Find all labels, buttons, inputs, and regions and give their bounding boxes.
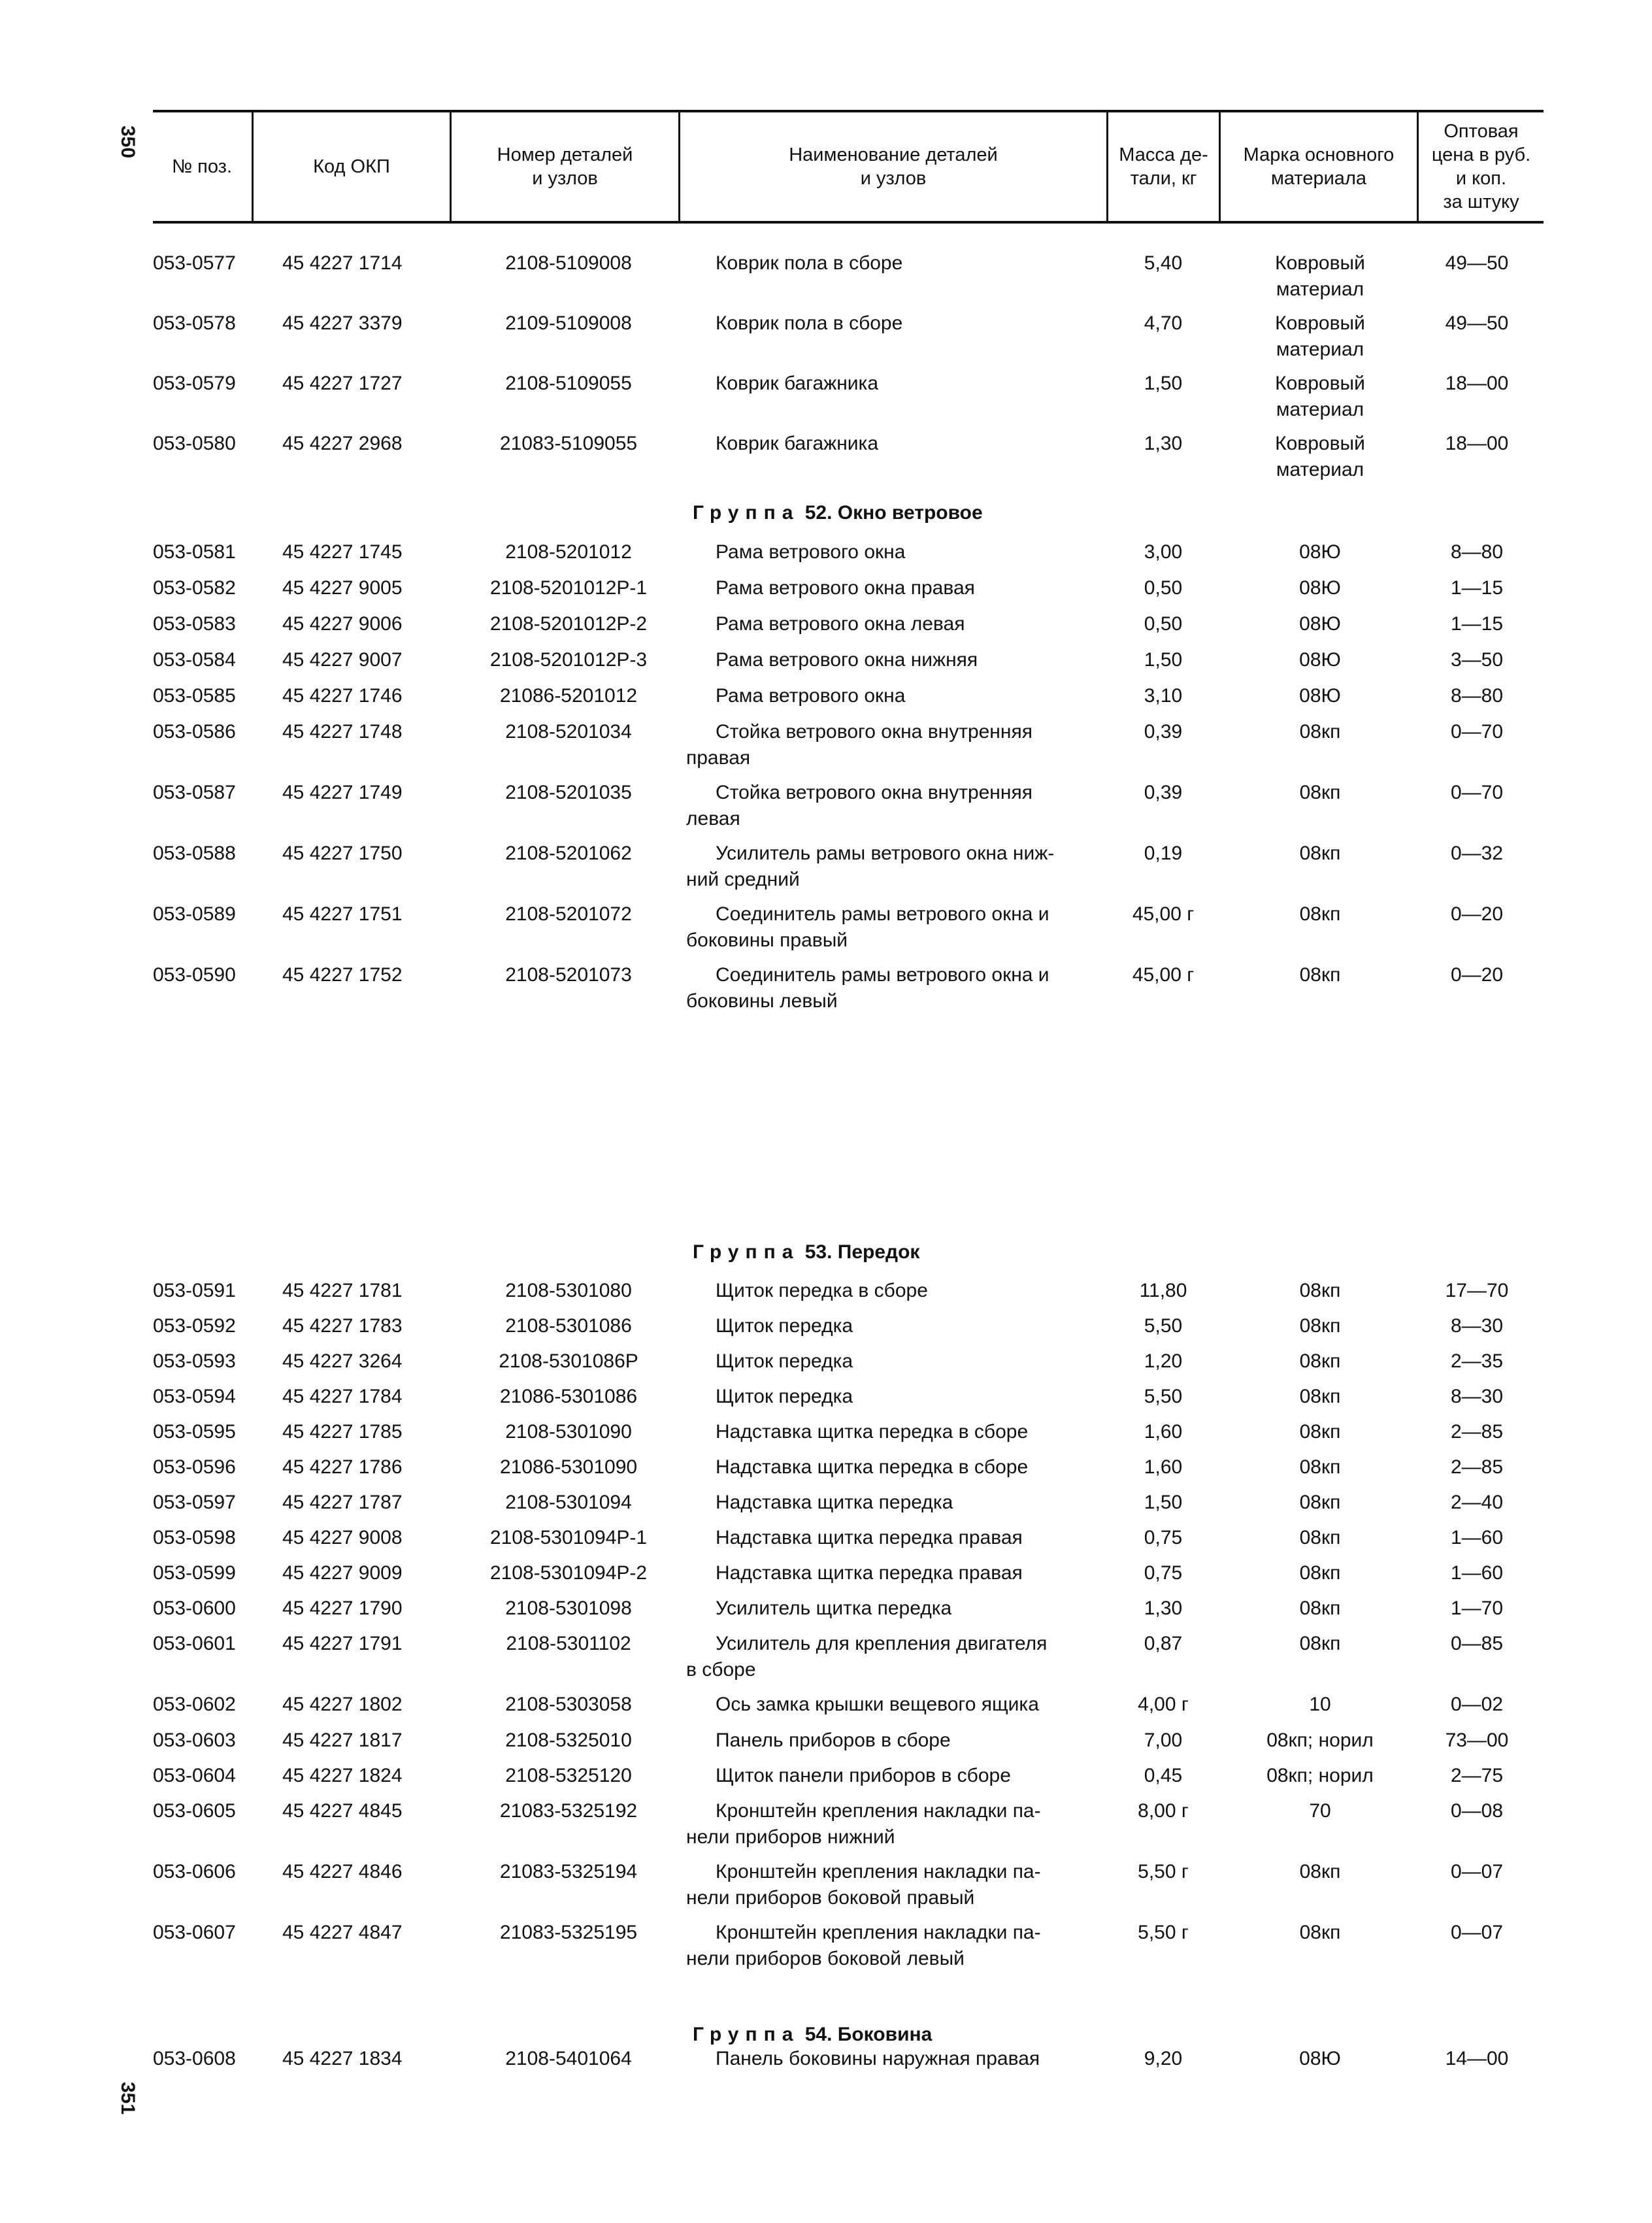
part-number: 2108-5109055 bbox=[505, 373, 632, 394]
okp-code: 45 4227 9009 bbox=[282, 1562, 403, 1584]
position-number: 053-0585 bbox=[153, 685, 236, 707]
mass: 0,87 bbox=[1144, 1633, 1183, 1654]
position-number: 053-0600 bbox=[153, 1597, 236, 1619]
part-name-line: Кронштейн крепления накладки па- bbox=[716, 1922, 1041, 1943]
header-mass: Масса де- тали, кг bbox=[1119, 144, 1208, 189]
price: 18—00 bbox=[1445, 433, 1509, 454]
position-number: 053-0599 bbox=[153, 1562, 236, 1584]
okp-code: 45 4227 4846 bbox=[282, 1861, 403, 1882]
part-name-line: Рама ветрового окна правая bbox=[716, 577, 975, 599]
part-name-line: Щиток панели приборов в сборе bbox=[716, 1765, 1011, 1786]
part-name-line: Рама ветрового окна bbox=[716, 685, 906, 707]
position-number: 053-0604 bbox=[153, 1765, 236, 1786]
position-number: 053-0598 bbox=[153, 1527, 236, 1548]
part-name bbox=[686, 310, 1104, 337]
part-name bbox=[686, 780, 1104, 832]
part-number: 2108-5201073 bbox=[505, 964, 632, 986]
part-name-line: Коврик пола в сборе bbox=[716, 252, 903, 274]
price: 2—85 bbox=[1450, 1456, 1504, 1478]
part-name-line: Надставка щитка передка правая bbox=[716, 1562, 1023, 1584]
material: Ковровый материал bbox=[1275, 312, 1365, 360]
part-name-line: Кронштейн крепления накладки па- bbox=[716, 1800, 1041, 1822]
part-name-line: Кронштейн крепления накладки па- bbox=[716, 1861, 1041, 1882]
okp-code: 45 4227 1714 bbox=[282, 252, 403, 274]
okp-code: 45 4227 4847 bbox=[282, 1922, 403, 1943]
material: 08кп bbox=[1299, 903, 1341, 925]
mass: 1,50 bbox=[1144, 373, 1183, 394]
price: 1—60 bbox=[1450, 1527, 1504, 1548]
material: 08кп bbox=[1299, 1315, 1341, 1337]
okp-code: 45 4227 1727 bbox=[282, 373, 403, 394]
part-number: 2108-5301094 bbox=[505, 1492, 632, 1513]
position-number: 053-0602 bbox=[153, 1694, 236, 1715]
material: 08кп bbox=[1299, 782, 1341, 803]
part-name bbox=[686, 1348, 1104, 1375]
price: 8—80 bbox=[1450, 541, 1504, 563]
part-name bbox=[686, 611, 1104, 637]
position-number: 053-0601 bbox=[153, 1633, 236, 1654]
material: 08кп bbox=[1299, 1527, 1341, 1548]
material: 08кп bbox=[1299, 1421, 1341, 1443]
okp-code: 45 4227 1781 bbox=[282, 1280, 403, 1301]
part-name bbox=[686, 1692, 1104, 1718]
part-name-line: Щиток передка bbox=[716, 1315, 853, 1337]
okp-code: 45 4227 1784 bbox=[282, 1386, 403, 1407]
part-name-line: Стойка ветрового окна внутренняя bbox=[716, 782, 1032, 803]
price: 2—35 bbox=[1450, 1350, 1504, 1372]
part-name-line: Панель боковины наружная правая bbox=[716, 2048, 1040, 2069]
position-number: 053-0597 bbox=[153, 1492, 236, 1513]
part-name bbox=[686, 1631, 1104, 1683]
header-material: Марка основного материала bbox=[1243, 144, 1395, 189]
mass: 9,20 bbox=[1144, 2048, 1183, 2069]
part-number: 2108-5301094Р-1 bbox=[489, 1527, 648, 1548]
part-name bbox=[686, 250, 1104, 276]
part-number: 21086-5201012 bbox=[499, 685, 638, 707]
part-number: 21083-5325192 bbox=[499, 1800, 638, 1822]
okp-code: 45 4227 1834 bbox=[282, 2048, 403, 2069]
part-name-line: боковины правый bbox=[686, 929, 848, 951]
okp-code: 45 4227 1802 bbox=[282, 1694, 403, 1715]
material: 08кп bbox=[1299, 1456, 1341, 1478]
part-name bbox=[686, 1278, 1104, 1304]
okp-code: 45 4227 1786 bbox=[282, 1456, 403, 1478]
part-number: 21083-5109055 bbox=[499, 433, 638, 454]
price: 0—07 bbox=[1450, 1861, 1504, 1882]
part-name bbox=[686, 575, 1104, 601]
part-name-line: Рама ветрового окна левая bbox=[716, 613, 965, 635]
okp-code: 45 4227 9005 bbox=[282, 577, 403, 599]
part-name-line: правая bbox=[686, 747, 751, 769]
mass: 1,50 bbox=[1144, 1492, 1183, 1513]
mass: 5,50 г bbox=[1138, 1922, 1189, 1943]
material: 08кп bbox=[1299, 964, 1341, 986]
position-number: 053-0606 bbox=[153, 1861, 236, 1882]
price: 18—00 bbox=[1445, 373, 1509, 394]
material: 08кп bbox=[1299, 843, 1341, 864]
position-number: 053-0582 bbox=[153, 577, 236, 599]
part-name bbox=[686, 719, 1104, 771]
okp-code: 45 4227 3264 bbox=[282, 1350, 403, 1372]
part-number: 2108-5301086 bbox=[505, 1315, 632, 1337]
part-name-line: нели приборов нижний bbox=[686, 1826, 895, 1848]
part-name-line: в сборе bbox=[686, 1659, 756, 1680]
mass: 1,20 bbox=[1144, 1350, 1183, 1372]
material: 08кп bbox=[1299, 1597, 1341, 1619]
mass: 0,50 bbox=[1144, 577, 1183, 599]
part-name-line: нели приборов боковой левый bbox=[686, 1948, 965, 1969]
header-number: Номер деталей и узлов bbox=[497, 144, 633, 189]
material: 08кп bbox=[1299, 1492, 1341, 1513]
part-name-line: Коврик багажника bbox=[716, 433, 879, 454]
part-name bbox=[686, 1560, 1104, 1586]
price: 1—15 bbox=[1450, 577, 1504, 599]
position-number: 053-0590 bbox=[153, 964, 236, 986]
part-name bbox=[686, 1313, 1104, 1339]
part-number: 21083-5325194 bbox=[499, 1861, 638, 1882]
part-name-line: Ось замка крышки вещевого ящика bbox=[716, 1694, 1039, 1715]
part-name bbox=[686, 841, 1104, 893]
part-number: 2108-5301080 bbox=[505, 1280, 632, 1301]
price: 8—30 bbox=[1450, 1315, 1504, 1337]
part-number: 2108-5401064 bbox=[505, 2048, 632, 2069]
mass: 5,50 bbox=[1144, 1315, 1183, 1337]
part-name bbox=[686, 1728, 1104, 1754]
mass: 0,50 bbox=[1144, 613, 1183, 635]
position-number: 053-0594 bbox=[153, 1386, 236, 1407]
mass: 3,00 bbox=[1144, 541, 1183, 563]
position-number: 053-0603 bbox=[153, 1730, 236, 1751]
okp-code: 45 4227 1817 bbox=[282, 1730, 403, 1751]
material: 08Ю bbox=[1299, 649, 1341, 671]
part-name-line: Надставка щитка передка bbox=[716, 1492, 953, 1513]
position-number: 053-0579 bbox=[153, 373, 236, 394]
mass: 1,30 bbox=[1144, 1597, 1183, 1619]
material: 10 bbox=[1309, 1694, 1331, 1715]
okp-code: 45 4227 3379 bbox=[282, 312, 403, 334]
mass: 4,70 bbox=[1144, 312, 1183, 334]
group-heading: Группа 54. Боковина bbox=[693, 2024, 933, 2045]
part-name bbox=[686, 1384, 1104, 1410]
part-name bbox=[686, 1525, 1104, 1551]
position-number: 053-0593 bbox=[153, 1350, 236, 1372]
material: 08Ю bbox=[1299, 577, 1341, 599]
material: 08кп bbox=[1299, 1280, 1341, 1301]
price: 49—50 bbox=[1445, 312, 1509, 334]
okp-code: 45 4227 1751 bbox=[282, 903, 403, 925]
part-name bbox=[686, 539, 1104, 565]
part-number: 2108-5325120 bbox=[505, 1765, 632, 1786]
okp-code: 45 4227 9008 bbox=[282, 1527, 403, 1548]
position-number: 053-0580 bbox=[153, 433, 236, 454]
okp-code: 45 4227 1749 bbox=[282, 782, 403, 803]
header-okp: Код ОКП bbox=[313, 156, 390, 177]
okp-code: 45 4227 9006 bbox=[282, 613, 403, 635]
part-name-line: Панель приборов в сборе bbox=[716, 1730, 951, 1751]
material: 70 bbox=[1309, 1800, 1331, 1822]
part-name-line: Рама ветрового окна нижняя bbox=[716, 649, 978, 671]
part-name bbox=[686, 1798, 1104, 1850]
price: 8—30 bbox=[1450, 1386, 1504, 1407]
part-name-line: нели приборов боковой правый bbox=[686, 1887, 975, 1909]
mass: 0,39 bbox=[1144, 782, 1183, 803]
part-name-line: Надставка щитка передка в сборе bbox=[716, 1456, 1029, 1478]
mass: 5,50 bbox=[1144, 1386, 1183, 1407]
price: 0—20 bbox=[1450, 964, 1504, 986]
part-name bbox=[686, 683, 1104, 709]
part-number: 2108-5201034 bbox=[505, 721, 632, 743]
price: 2—40 bbox=[1450, 1492, 1504, 1513]
part-name-line: ний средний bbox=[686, 869, 800, 890]
okp-code: 45 4227 1748 bbox=[282, 721, 403, 743]
part-name-line: Коврик багажника bbox=[716, 373, 879, 394]
material: 08кп bbox=[1299, 1922, 1341, 1943]
okp-code: 45 4227 1790 bbox=[282, 1597, 403, 1619]
part-number: 2108-5201012Р-3 bbox=[489, 649, 648, 671]
part-name-line: левая bbox=[686, 808, 740, 829]
price: 1—70 bbox=[1450, 1597, 1504, 1619]
part-name bbox=[686, 962, 1104, 1014]
price: 1—60 bbox=[1450, 1562, 1504, 1584]
price: 17—70 bbox=[1445, 1280, 1509, 1301]
okp-code: 45 4227 1746 bbox=[282, 685, 403, 707]
position-number: 053-0589 bbox=[153, 903, 236, 925]
header-name: Наименование деталей и узлов bbox=[789, 144, 998, 189]
position-number: 053-0608 bbox=[153, 2048, 236, 2069]
okp-code: 45 4227 1787 bbox=[282, 1492, 403, 1513]
part-number: 2108-5325010 bbox=[505, 1730, 632, 1751]
part-name-line: Стойка ветрового окна внутренняя bbox=[716, 721, 1032, 743]
position-number: 053-0583 bbox=[153, 613, 236, 635]
part-name bbox=[686, 431, 1104, 457]
price: 0—70 bbox=[1450, 721, 1504, 743]
material: 08кп bbox=[1299, 1386, 1341, 1407]
part-number: 2108-5201012 bbox=[505, 541, 632, 563]
mass: 7,00 bbox=[1144, 1730, 1183, 1751]
mass: 3,10 bbox=[1144, 685, 1183, 707]
part-number: 2108-5109008 bbox=[505, 252, 632, 274]
price: 0—08 bbox=[1450, 1800, 1504, 1822]
price: 0—02 bbox=[1450, 1694, 1504, 1715]
mass: 0,75 bbox=[1144, 1527, 1183, 1548]
mass: 45,00 г bbox=[1132, 903, 1195, 925]
material: Ковровый материал bbox=[1275, 433, 1365, 480]
part-name bbox=[686, 1454, 1104, 1480]
part-number: 2109-5109008 bbox=[505, 312, 632, 334]
price: 3—50 bbox=[1450, 649, 1504, 671]
price: 49—50 bbox=[1445, 252, 1509, 274]
position-number: 053-0587 bbox=[153, 782, 236, 803]
part-name-line: Надставка щитка передка в сборе bbox=[716, 1421, 1029, 1443]
part-number: 2108-5201035 bbox=[505, 782, 632, 803]
mass: 1,60 bbox=[1144, 1456, 1183, 1478]
part-name-line: Щиток передка bbox=[716, 1386, 853, 1407]
part-name-line: Усилитель щитка передка bbox=[716, 1597, 952, 1619]
mass: 1,60 bbox=[1144, 1421, 1183, 1443]
part-number: 2108-5201072 bbox=[505, 903, 632, 925]
part-name-line: Щиток передка bbox=[716, 1350, 853, 1372]
position-number: 053-0605 bbox=[153, 1800, 236, 1822]
page-number-top: 350 bbox=[117, 125, 139, 159]
material: 08кп bbox=[1299, 1861, 1341, 1882]
part-number: 2108-5303058 bbox=[505, 1694, 632, 1715]
part-number: 2108-5201012Р-1 bbox=[489, 577, 648, 599]
okp-code: 45 4227 9007 bbox=[282, 649, 403, 671]
material: 08кп; норил bbox=[1266, 1765, 1374, 1786]
part-name-line: Соединитель рамы ветрового окна и bbox=[716, 964, 1049, 986]
mass: 0,45 bbox=[1144, 1765, 1183, 1786]
material: 08Ю bbox=[1299, 2048, 1341, 2069]
part-number: 2108-5301086Р bbox=[499, 1350, 638, 1372]
price: 1—15 bbox=[1450, 613, 1504, 635]
price: 0—20 bbox=[1450, 903, 1504, 925]
part-name-line: Усилитель для крепления двигателя bbox=[716, 1633, 1048, 1654]
position-number: 053-0588 bbox=[153, 843, 236, 864]
position-number: 053-0591 bbox=[153, 1280, 236, 1301]
material: Ковровый материал bbox=[1275, 252, 1365, 300]
part-number: 21086-5301086 bbox=[499, 1386, 638, 1407]
part-number: 2108-5301102 bbox=[506, 1633, 631, 1654]
okp-code: 45 4227 1791 bbox=[282, 1633, 403, 1654]
okp-code: 45 4227 1750 bbox=[282, 843, 403, 864]
mass: 0,75 bbox=[1144, 1562, 1183, 1584]
okp-code: 45 4227 1745 bbox=[282, 541, 403, 563]
position-number: 053-0586 bbox=[153, 721, 236, 743]
position-number: 053-0578 bbox=[153, 312, 236, 334]
material: 08Ю bbox=[1299, 685, 1341, 707]
position-number: 053-0595 bbox=[153, 1421, 236, 1443]
part-name-line: Щиток передка в сборе bbox=[716, 1280, 928, 1301]
position-number: 053-0596 bbox=[153, 1456, 236, 1478]
part-name-line: Соединитель рамы ветрового окна и bbox=[716, 903, 1049, 925]
part-number: 2108-5201062 bbox=[505, 843, 632, 864]
part-name bbox=[686, 647, 1104, 673]
price: 73—00 bbox=[1445, 1730, 1509, 1751]
part-name bbox=[686, 1490, 1104, 1516]
okp-code: 45 4227 4845 bbox=[282, 1800, 403, 1822]
material: 08кп; норил bbox=[1266, 1730, 1374, 1751]
mass: 1,50 bbox=[1144, 649, 1183, 671]
material: 08кп bbox=[1299, 1562, 1341, 1584]
part-name bbox=[686, 1763, 1104, 1789]
part-name bbox=[686, 2046, 1104, 2072]
material: 08кп bbox=[1299, 721, 1341, 743]
mass: 0,39 bbox=[1144, 721, 1183, 743]
part-name-line: Усилитель рамы ветрового окна ниж- bbox=[716, 843, 1055, 864]
part-name bbox=[686, 1419, 1104, 1445]
price: 0—07 bbox=[1450, 1922, 1504, 1943]
position-number: 053-0592 bbox=[153, 1315, 236, 1337]
mass: 45,00 г bbox=[1132, 964, 1195, 986]
mass: 5,50 г bbox=[1138, 1861, 1189, 1882]
mass: 5,40 bbox=[1144, 252, 1183, 274]
material: Ковровый материал bbox=[1275, 373, 1365, 420]
position-number: 053-0581 bbox=[153, 541, 236, 563]
mass: 0,19 bbox=[1144, 843, 1183, 864]
mass: 8,00 г bbox=[1138, 1800, 1189, 1822]
part-number: 2108-5201012Р-2 bbox=[489, 613, 648, 635]
part-name-line: Рама ветрового окна bbox=[716, 541, 906, 563]
okp-code: 45 4227 2968 bbox=[282, 433, 403, 454]
material: 08Ю bbox=[1299, 613, 1341, 635]
part-number: 2108-5301094Р-2 bbox=[489, 1562, 648, 1584]
part-name-line: Коврик пола в сборе bbox=[716, 312, 903, 334]
group-heading: Группа 53. Передок bbox=[693, 1241, 920, 1263]
page-number-bottom: 351 bbox=[117, 2081, 139, 2115]
part-number: 21083-5325195 bbox=[499, 1922, 638, 1943]
header-pos: № поз. bbox=[171, 156, 233, 177]
part-name bbox=[686, 901, 1104, 954]
price: 14—00 bbox=[1445, 2048, 1509, 2069]
part-name bbox=[686, 371, 1104, 397]
mass: 11,80 bbox=[1139, 1280, 1187, 1301]
mass: 4,00 г bbox=[1138, 1694, 1189, 1715]
part-number: 2108-5301090 bbox=[505, 1421, 632, 1443]
price: 0—70 bbox=[1450, 782, 1504, 803]
part-number: 2108-5301098 bbox=[505, 1597, 632, 1619]
part-name bbox=[686, 1596, 1104, 1622]
position-number: 053-0607 bbox=[153, 1922, 236, 1943]
okp-code: 45 4227 1752 bbox=[282, 964, 403, 986]
price: 2—75 bbox=[1450, 1765, 1504, 1786]
price: 2—85 bbox=[1450, 1421, 1504, 1443]
part-name-line: боковины левый bbox=[686, 990, 838, 1012]
part-name bbox=[686, 1920, 1104, 1972]
price: 0—85 bbox=[1450, 1633, 1504, 1654]
price: 0—32 bbox=[1450, 843, 1504, 864]
okp-code: 45 4227 1824 bbox=[282, 1765, 403, 1786]
position-number: 053-0577 bbox=[153, 252, 236, 274]
part-name-line: Надставка щитка передка правая bbox=[716, 1527, 1023, 1548]
part-name bbox=[686, 1859, 1104, 1911]
okp-code: 45 4227 1785 bbox=[282, 1421, 403, 1443]
mass: 1,30 bbox=[1144, 433, 1183, 454]
material: 08Ю bbox=[1299, 541, 1341, 563]
part-number: 21086-5301090 bbox=[499, 1456, 638, 1478]
price: 8—80 bbox=[1450, 685, 1504, 707]
header-price: Оптовая цена в руб. и коп. за штуку bbox=[1431, 121, 1531, 212]
okp-code: 45 4227 1783 bbox=[282, 1315, 403, 1337]
material: 08кп bbox=[1299, 1633, 1341, 1654]
position-number: 053-0584 bbox=[153, 649, 236, 671]
group-heading: Группа 52. Окно ветровое bbox=[693, 502, 983, 524]
material: 08кп bbox=[1299, 1350, 1341, 1372]
